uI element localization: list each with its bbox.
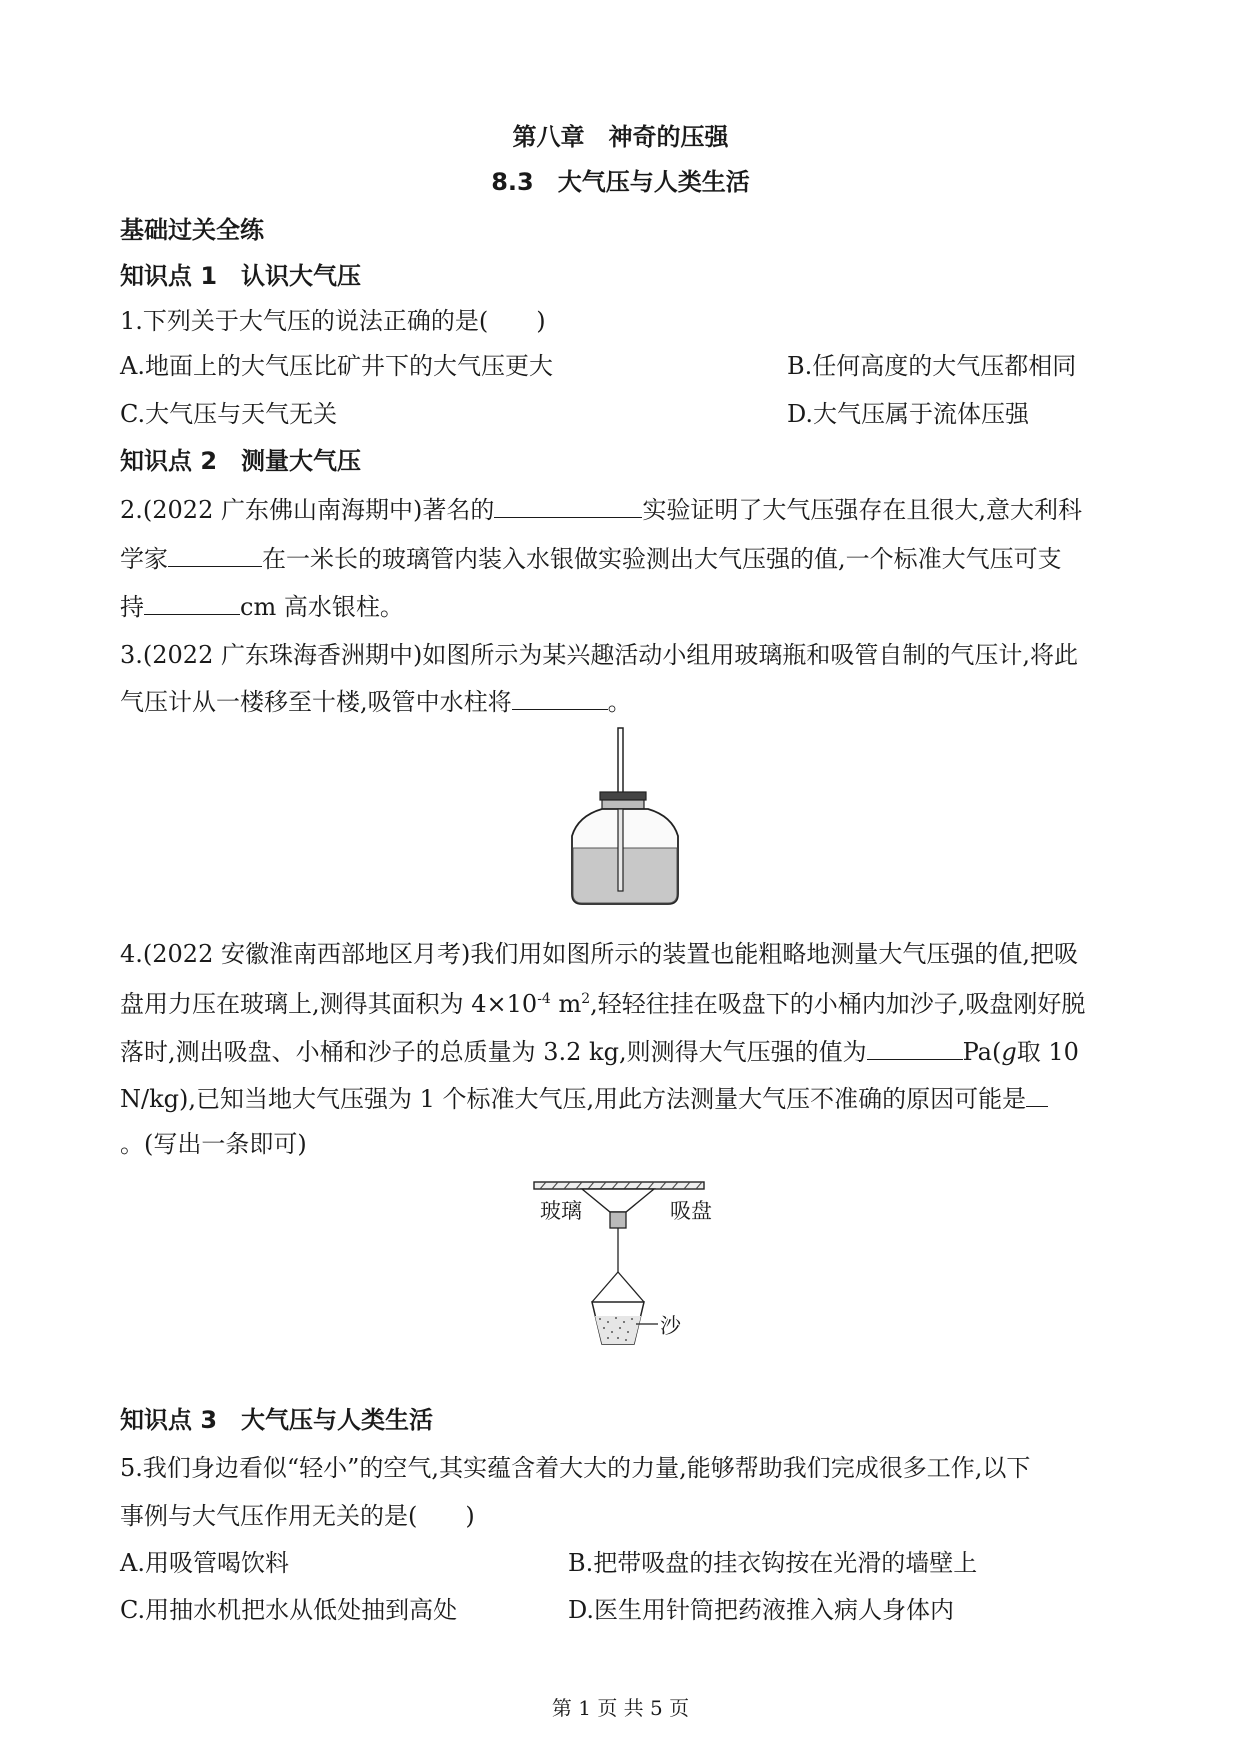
question-4-text: 落时,测出吸盘、小桶和沙子的总质量为 3.2 kg,则测得大气压强的值为: [120, 1038, 867, 1066]
chapter-title: 第八章 神奇的压强: [512, 123, 729, 151]
question-5-line-1: 5.我们身边看似“轻小”的空气,其实蕴含着大大的力量,能够帮助我们完成很多工作,以下: [120, 1454, 1031, 1482]
question-4-text: 取 10: [1016, 1038, 1079, 1066]
question-3-line-2: [120, 686, 632, 718]
question-1-option-d: D.大气压属于流体压强: [787, 400, 1030, 428]
answer-blank[interactable]: [867, 1037, 963, 1060]
question-1-option-b: B.任何高度的大气压都相同: [787, 352, 1077, 380]
question-5-line-2: 事例与大气压作用无关的是( ): [120, 1502, 475, 1530]
question-2-line-2: [120, 543, 1062, 575]
bottle-neck: [602, 800, 644, 809]
knowledge-point-2: 知识点 2 测量大气压: [120, 447, 362, 475]
question-4-text: m: [550, 990, 582, 1018]
hook-block: [610, 1212, 626, 1228]
question-4-text: ,轻轻往挂在吸盘下的小桶内加沙子,吸盘刚好脱: [590, 990, 1086, 1018]
question-5-option-d: D.医生用针筒把药液推入病人身体内: [568, 1596, 955, 1624]
question-2-text: 2.(2022 广东佛山南海期中)著名的: [120, 496, 495, 524]
question-4-line-5: 。(写出一条即可): [120, 1130, 307, 1158]
question-4-line-3: [120, 1036, 1079, 1068]
exponent: 2: [581, 991, 591, 1007]
figure-label-sand: 沙: [660, 1314, 681, 1338]
bottle-barometer-figure: [560, 724, 690, 910]
answer-blank[interactable]: [144, 592, 240, 615]
question-1-option-a: A.地面上的大气压比矿井下的大气压更大: [120, 352, 553, 380]
figure-label-glass: 玻璃: [540, 1199, 582, 1223]
answer-blank[interactable]: [1026, 1084, 1048, 1107]
question-2-text: 学家: [120, 545, 168, 573]
bottle-cap: [600, 792, 646, 800]
sand: [595, 1316, 641, 1344]
question-4-text: 盘用力压在玻璃上,测得其面积为 4×10: [120, 990, 538, 1018]
answer-blank[interactable]: [168, 544, 262, 567]
question-5-option-b: B.把带吸盘的挂衣钩按在光滑的墙壁上: [568, 1549, 978, 1577]
question-3-line-1: 3.(2022 广东珠海香洲期中)如图所示为某兴趣活动小组用玻璃瓶和吸管自制的气压计,将此: [120, 641, 1078, 669]
water: [573, 848, 677, 903]
question-2-text: cm 高水银柱。: [240, 593, 404, 621]
glass-plate: [534, 1182, 704, 1189]
question-4-text: Pa(: [962, 1038, 1002, 1066]
gravity-symbol: g: [1001, 1038, 1017, 1066]
question-3-text: 气压计从一楼移至十楼,吸管中水柱将: [120, 688, 512, 716]
question-2-text: 在一米长的玻璃管内装入水银做实验测出大气压强的值,一个标准大气压可支: [262, 545, 1062, 573]
question-3-text: 。: [607, 688, 632, 716]
question-4-line-2: [120, 988, 1085, 1020]
answer-blank[interactable]: [494, 495, 642, 518]
question-2-text: 持: [120, 593, 144, 621]
figure-label-suction-cup: 吸盘: [670, 1199, 712, 1223]
practice-heading: 基础过关全练: [120, 216, 264, 244]
knowledge-point-3: 知识点 3 大气压与人类生活: [120, 1406, 434, 1434]
question-2-line-1: [120, 494, 1082, 526]
exponent: -4: [537, 991, 551, 1007]
question-5-option-c: C.用抽水机把水从低处抽到高处: [120, 1596, 458, 1624]
answer-blank[interactable]: [512, 687, 608, 710]
suction-cup: [582, 1189, 654, 1212]
question-1-option-c: C.大气压与天气无关: [120, 400, 338, 428]
knowledge-point-1: 知识点 1 认识大气压: [120, 262, 362, 290]
question-2-line-3: [120, 591, 404, 623]
question-4-text: N/kg),已知当地大气压强为 1 个标准大气压,用此方法测量大气压不准确的原因可能是: [120, 1085, 1027, 1113]
question-4-line-4: [120, 1083, 1048, 1115]
question-2-text: 实验证明了大气压强存在且很大,意大利科: [642, 496, 1082, 524]
section-title: 8.3 大气压与人类生活: [491, 168, 750, 196]
page-footer: 第 1 页 共 5 页: [551, 1696, 690, 1720]
question-4-line-1: 4.(2022 安徽淮南西部地区月考)我们用如图所示的装置也能粗略地测量大气压强的值,把吸: [120, 940, 1078, 968]
question-1-stem: 1.下列关于大气压的说法正确的是( ): [120, 307, 546, 335]
question-5-option-a: A.用吸管喝饮料: [120, 1549, 289, 1577]
